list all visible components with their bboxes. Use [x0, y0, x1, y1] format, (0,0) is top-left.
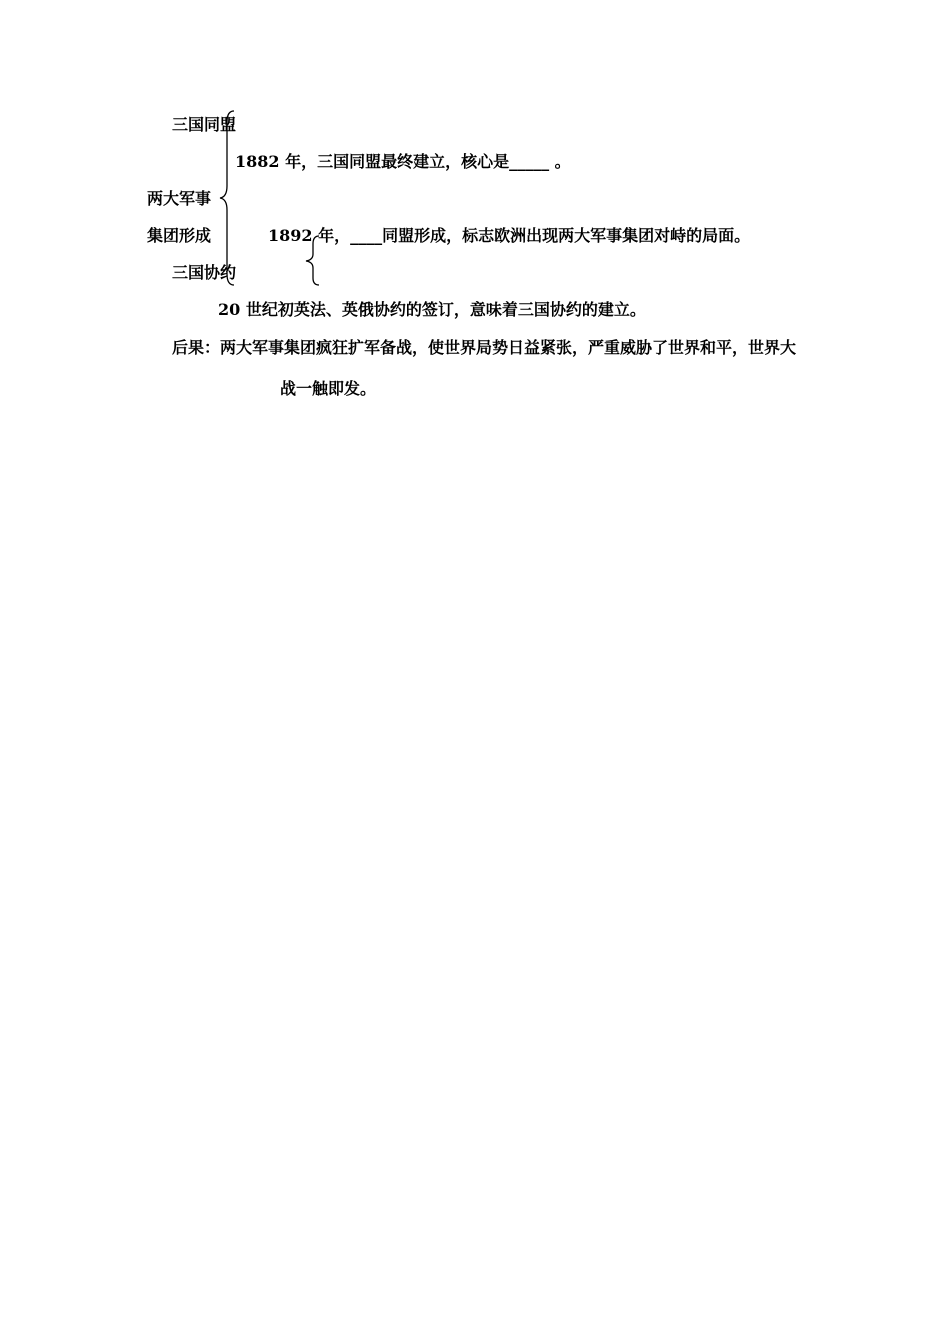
- entente-formation-text-2: 20 世纪初英法、英俄协约的签订，意味着三国协约的建立。: [218, 300, 646, 319]
- topic-label-line-1: 两大军事: [147, 189, 212, 208]
- consequence-line-1: 后果：两大军事集团疯狂扩军备战，使世界局势日益紧张，严重威胁了世界和平，世界大: [172, 338, 797, 357]
- branch-label-triple-entente: 三国协约: [172, 263, 237, 282]
- consequence-line-2: 战一触即发。: [280, 379, 377, 398]
- outline-brace-large: [216, 108, 238, 288]
- topic-label-line-2: 集团形成: [147, 226, 212, 245]
- branch-label-triple-alliance: 三国同盟: [172, 115, 237, 134]
- entente-formation-text-1: 1892 年，____同盟形成，标志欧洲出现两大军事集团对峙的局面。: [268, 226, 751, 245]
- alliance-formation-text: 1882 年，三国同盟最终建立，核心是_____ 。: [235, 152, 571, 171]
